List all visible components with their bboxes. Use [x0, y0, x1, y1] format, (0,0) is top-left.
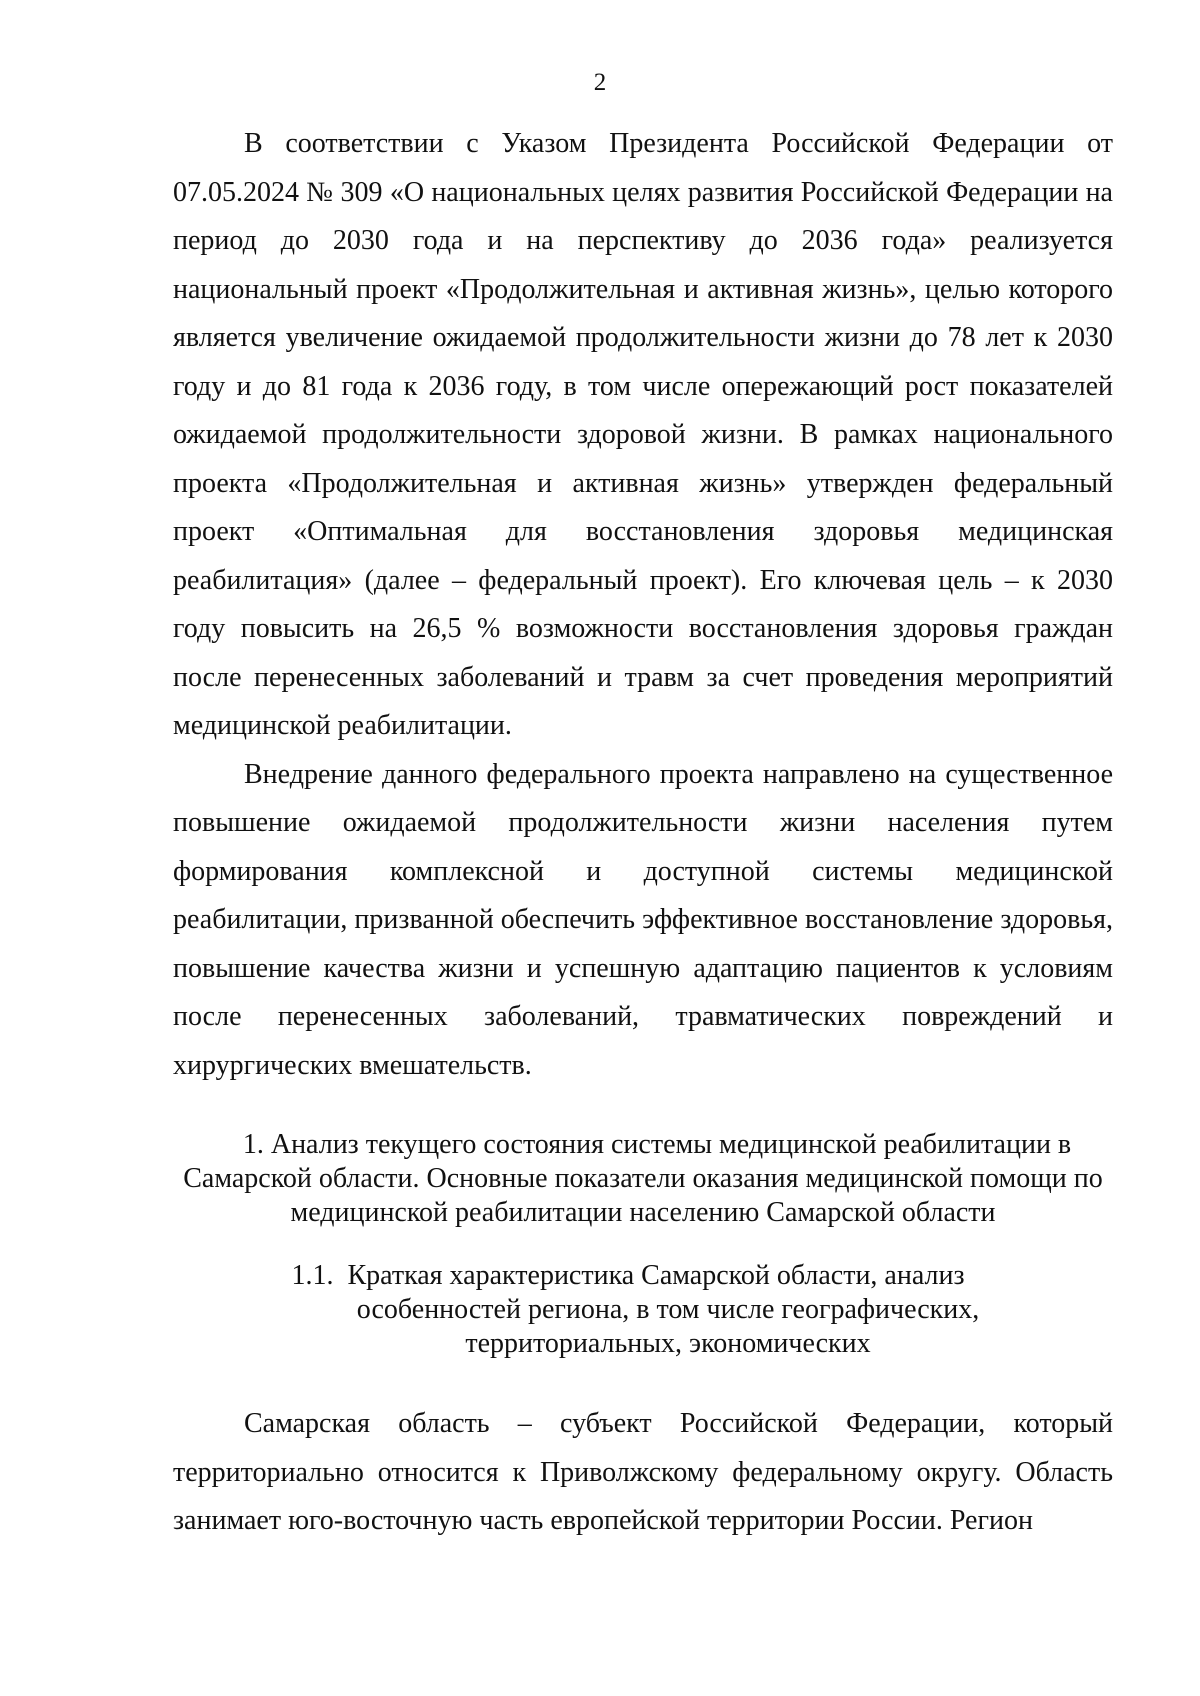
section-heading-1-1: [173, 1259, 1113, 1361]
section-heading-1-line-1: 1. Анализ текущего состояния системы медицинской реабилитации в: [242, 1129, 1072, 1160]
paragraph-decree: В соответствии с Указом Президента Российской Федерации от 07.05.2024 № 309 «О национальных целях развития Российской Федерации на период до 2030 года и на перспективу до 2036 года» реализуется национальный проект «Продолжительная и активная жизнь», целью которого является увеличение ожидаемой продолжительности жизни до 78 лет к 2030 году и до 81 года к 2036 году, в том числе опережающий рост показателей ожидаемой продолжительности здоровой жизни. В рамках национального проекта «Продолжительная и активная жизнь» утвержден федеральный проект «Оптимальная для восстановления здоровья медицинская реабилитация» (далее – федеральный проект). Его ключевая цель – к 2030 году повысить на 26,5 % возможности восстановления здоровья граждан после перенесенных заболеваний и травм за счет проведения мероприятий медицинской реабилитации.: [173, 128, 1113, 741]
section-heading-1-1-line-3: территориальных, экономических: [465, 1328, 871, 1359]
section-heading-1-1-line-2: особенностей региона, в том числе географических,: [356, 1294, 980, 1325]
section-heading-1-line-3: медицинской реабилитации населению Самарской области: [290, 1197, 996, 1228]
paragraph-implementation: Внедрение данного федерального проекта направлено на существенное повышение ожидаемой продолжительности жизни населения путем формирования комплексной и доступной системы медицинской реабилитации, призванной обеспечить эффективное восстановление здоровья, повышение качества жизни и успешную адаптацию пациентов к условиям после перенесенных заболеваний, травматических повреждений и хирургических вмешательств.: [173, 758, 1113, 1081]
section-heading-1-1-line-1: 1.1. Краткая характеристика Самарской области, анализ: [291, 1260, 965, 1291]
section-heading-1-line-2: Самарской области. Основные показатели оказания медицинской помощи по: [183, 1163, 1103, 1194]
paragraph-samara-region: Самарская область – субъект Российской Федерации, который территориально относится к Приволжскому федеральному округу. Область занимает юго-восточную часть европейской территории России. Регион: [173, 1408, 1113, 1536]
section-heading-1: [173, 1128, 1113, 1230]
page-number: 2: [593, 69, 607, 96]
document-body: [173, 120, 1113, 1546]
